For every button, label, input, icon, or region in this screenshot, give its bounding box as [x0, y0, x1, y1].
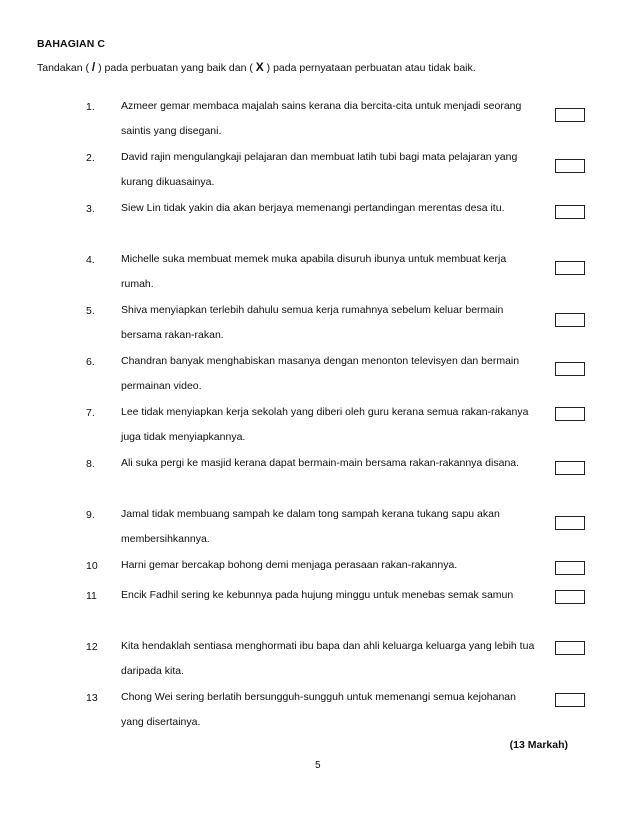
question-number: 11 — [86, 590, 97, 602]
answer-box[interactable] — [555, 407, 585, 421]
total-marks: (13 Markah) — [509, 739, 568, 751]
question-number: 1. — [86, 101, 95, 113]
answer-box[interactable] — [555, 159, 585, 173]
question-text: Kita hendaklah sentiasa menghormati ibu bapa dan ahli keluarga keluarga yang lebih tua daripada kita. — [121, 640, 535, 677]
instruction-part-1: Tandakan ( — [37, 62, 92, 74]
cross-symbol: X — [255, 60, 264, 74]
section-title: BAHAGIAN C — [37, 38, 106, 50]
question-text: Harni gemar bercakap bohong demi menjaga perasaan rakan-rakannya. — [121, 559, 458, 571]
answer-box[interactable] — [555, 205, 585, 219]
question-number: 7. — [86, 407, 95, 419]
page-number: 5 — [315, 760, 321, 771]
question-text: Lee tidak menyiapkan kerja sekolah yang diberi oleh guru kerana semua rakan-rakanya juga tidak menyiapkannya. — [121, 406, 529, 443]
question-text: Chandran banyak menghabiskan masanya dengan menonton televisyen dan bermain permainan video. — [121, 355, 520, 392]
question-number: 8. — [86, 458, 95, 470]
answer-box[interactable] — [555, 362, 585, 376]
instruction-part-2: ) pada perbuatan yang baik dan ( — [95, 62, 256, 74]
answer-box[interactable] — [555, 561, 585, 575]
question-text: David rajin mengulangkaji pelajaran dan membuat latih tubi bagi mata pelajaran yang kurang dikuasainya. — [121, 151, 518, 188]
question-text: Ali suka pergi ke masjid kerana dapat bermain-main bersama rakan-rakannya disana. — [121, 457, 520, 469]
question-number: 12 — [86, 641, 98, 653]
answer-box[interactable] — [555, 261, 585, 275]
question-text: Jamal tidak membuang sampah ke dalam tong sampah kerana tukang sapu akan membersihkannya. — [121, 508, 500, 545]
question-number: 4. — [86, 254, 95, 266]
question-number: 3. — [86, 203, 95, 215]
question-number: 10 — [86, 560, 98, 572]
question-text: Siew Lin tidak yakin dia akan berjaya memenangi pertandingan merentas desa itu. — [121, 202, 505, 214]
answer-box[interactable] — [555, 693, 585, 707]
question-text: Encik Fadhil sering ke kebunnya pada hujung minggu untuk menebas semak samun — [121, 589, 514, 601]
question-text: Michelle suka membuat memek muka apabila disuruh ibunya untuk membuat kerja rumah. — [121, 253, 507, 290]
question-text: Chong Wei sering berlatih bersungguh-sungguh untuk memenangi semua kejohanan yang disertainya. — [121, 691, 516, 728]
instruction-text — [37, 60, 476, 74]
answer-box[interactable] — [555, 516, 585, 530]
answer-box[interactable] — [555, 108, 585, 122]
answer-box[interactable] — [555, 313, 585, 327]
question-text: Azmeer gemar membaca majalah sains kerana dia bercita-cita untuk menjadi seorang saintis yang disegani. — [121, 100, 522, 137]
answer-box[interactable] — [555, 590, 585, 604]
question-number: 2. — [86, 152, 95, 164]
instruction-part-3: ) pada pernyataan perbuatan atau tidak baik. — [263, 62, 476, 74]
question-number: 5. — [86, 305, 95, 317]
question-number: 9. — [86, 509, 95, 521]
answer-box[interactable] — [555, 641, 585, 655]
question-text: Shiva menyiapkan terlebih dahulu semua kerja rumahnya sebelum keluar bermain bersama rakan-rakan. — [121, 304, 504, 341]
answer-box[interactable] — [555, 461, 585, 475]
tick-symbol: / — [91, 60, 96, 74]
question-number: 6. — [86, 356, 95, 368]
question-number: 13 — [86, 692, 98, 704]
